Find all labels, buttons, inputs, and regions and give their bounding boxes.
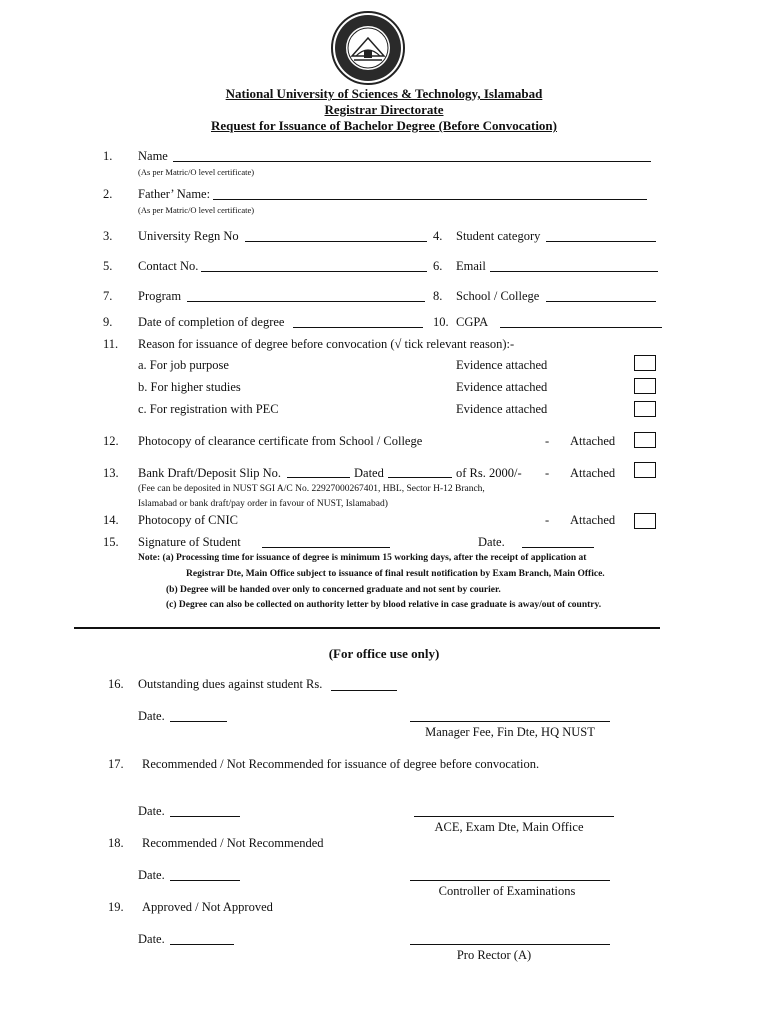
outstanding-dues-label: Outstanding dues against student Rs. (138, 677, 323, 691)
attached-label: Attached (570, 466, 616, 480)
cgpa-label: CGPA (456, 315, 489, 329)
fee-note-line1: (Fee can be deposited in NUST SGI A/C No. 22927000267401, HBL, Sector H-12 Branch, (138, 484, 485, 494)
date-label: Date. (138, 709, 165, 723)
regn-label: University Regn No (138, 229, 239, 243)
ace-signature-line[interactable] (414, 816, 614, 817)
item-number: 13. (103, 466, 119, 480)
signature-field[interactable] (262, 547, 390, 548)
dated-field[interactable] (388, 477, 452, 478)
item-number: 5. (103, 259, 113, 273)
evidence-label: Evidence attached (456, 380, 548, 394)
name-note: (As per Matric/O level certificate) (138, 167, 255, 177)
outstanding-dues-field[interactable] (331, 690, 397, 691)
nust-seal-icon (330, 10, 406, 86)
approval-19: Approved / Not Approved (142, 900, 273, 914)
evidence-label: Evidence attached (456, 358, 548, 372)
contact-field[interactable] (201, 271, 427, 272)
reason-higher-studies: b. For higher studies (138, 380, 241, 394)
cgpa-field[interactable] (500, 327, 662, 328)
fee-amount-label: of Rs. 2000/- (456, 466, 522, 480)
reason-pec-checkbox[interactable] (634, 401, 656, 417)
fee-note-line2: Islamabad or bank draft/pay order in favour of NUST, Islamabad) (138, 499, 388, 509)
school-field[interactable] (546, 301, 656, 302)
item-number: 2. (103, 187, 113, 201)
completion-date-label: Date of completion of degree (138, 315, 285, 329)
coe-signature-line[interactable] (410, 880, 610, 881)
date-label: Date. (478, 535, 505, 549)
reason-job: a. For job purpose (138, 358, 229, 372)
cnic-checkbox[interactable] (634, 513, 656, 529)
attached-label: Attached (570, 513, 616, 527)
item-number: 10. (433, 315, 449, 329)
clearance-label: Photocopy of clearance certificate from School / College (138, 434, 423, 448)
recommendation-17: Recommended / Not Recommended for issuance of degree before convocation. (142, 757, 540, 771)
date-label: Date. (138, 804, 165, 818)
note-a-line1: Note: (a) Processing time for issuance of degree is minimum 15 working days, after the receipt of application at (138, 553, 587, 563)
clearance-checkbox[interactable] (634, 432, 656, 448)
item-number: 12. (103, 434, 119, 448)
signature-date-field[interactable] (522, 547, 594, 548)
pro-rector-caption: Pro Rector (A) (456, 948, 532, 962)
item-number: 8. (433, 289, 443, 303)
item-number: 11. (103, 337, 119, 351)
reason-higher-studies-checkbox[interactable] (634, 378, 656, 394)
date-label: Date. (138, 868, 165, 882)
item-number: 7. (103, 289, 113, 303)
attached-label: Attached (570, 434, 616, 448)
dash: - (545, 434, 550, 448)
pro-rector-signature-line[interactable] (410, 944, 610, 945)
item-number: 4. (433, 229, 443, 243)
dash: - (545, 513, 550, 527)
father-name-label: Father’ Name: (138, 187, 211, 201)
form-title: Request for Issuance of Bachelor Degree (Before Convocation) (210, 118, 557, 133)
pro-rector-date-field[interactable] (170, 944, 234, 945)
bank-draft-checkbox[interactable] (634, 462, 656, 478)
date-label: Date. (138, 932, 165, 946)
bank-draft-label: Bank Draft/Deposit Slip No. (138, 466, 282, 480)
ace-date-field[interactable] (170, 816, 240, 817)
completion-date-field[interactable] (293, 327, 423, 328)
evidence-label: Evidence attached (456, 402, 548, 416)
item-number: 6. (433, 259, 443, 273)
item-number: 19. (108, 900, 124, 914)
contact-label: Contact No. (138, 259, 199, 273)
note-b: (b) Degree will be handed over only to concerned graduate and not sent by courier. (166, 585, 501, 595)
school-label: School / College (456, 289, 540, 303)
item-number: 17. (108, 757, 124, 771)
father-name-field[interactable] (213, 199, 647, 200)
cnic-label: Photocopy of CNIC (138, 513, 238, 527)
father-name-note: (As per Matric/O level certificate) (138, 205, 255, 215)
directorate-name: Registrar Directorate (324, 102, 444, 117)
program-field[interactable] (187, 301, 425, 302)
program-label: Program (138, 289, 182, 303)
coe-date-field[interactable] (170, 880, 240, 881)
email-label: Email (456, 259, 486, 273)
note-a-line2: Registrar Dte, Main Office subject to issuance of final result notification by Exam Branch, Main Office. (186, 569, 605, 579)
category-field[interactable] (546, 241, 656, 242)
recommendation-18: Recommended / Not Recommended (142, 836, 324, 850)
bank-draft-field[interactable] (287, 477, 350, 478)
item-number: 15. (103, 535, 119, 549)
dash: - (545, 466, 550, 480)
manager-fee-signature-line[interactable] (410, 721, 610, 722)
reason-job-checkbox[interactable] (634, 355, 656, 371)
office-use-title: (For office use only) (328, 646, 440, 661)
item-number: 3. (103, 229, 113, 243)
note-c: (c) Degree can also be collected on authority letter by blood relative in case graduate is away/out of country. (166, 600, 602, 610)
item-number: 1. (103, 149, 113, 163)
item-number: 16. (108, 677, 124, 691)
reason-label: Reason for issuance of degree before convocation (√ tick relevant reason):- (138, 337, 515, 351)
name-field[interactable] (173, 161, 651, 162)
coe-caption: Controller of Examinations (438, 884, 576, 898)
section-divider (74, 627, 660, 629)
name-label: Name (138, 149, 168, 163)
item-number: 18. (108, 836, 124, 850)
ace-caption: ACE, Exam Dte, Main Office (434, 820, 584, 834)
category-label: Student category (456, 229, 541, 243)
university-name: National University of Sciences & Technology, Islamabad (225, 86, 543, 101)
item-number: 14. (103, 513, 119, 527)
manager-fee-caption: Manager Fee, Fin Dte, HQ NUST (425, 725, 595, 739)
item-number: 9. (103, 315, 113, 329)
signature-label: Signature of Student (138, 535, 241, 549)
reason-pec: c. For registration with PEC (138, 402, 279, 416)
dated-label: Dated (354, 466, 384, 480)
email-field[interactable] (490, 271, 658, 272)
dues-date-field[interactable] (170, 721, 227, 722)
regn-field[interactable] (245, 241, 427, 242)
